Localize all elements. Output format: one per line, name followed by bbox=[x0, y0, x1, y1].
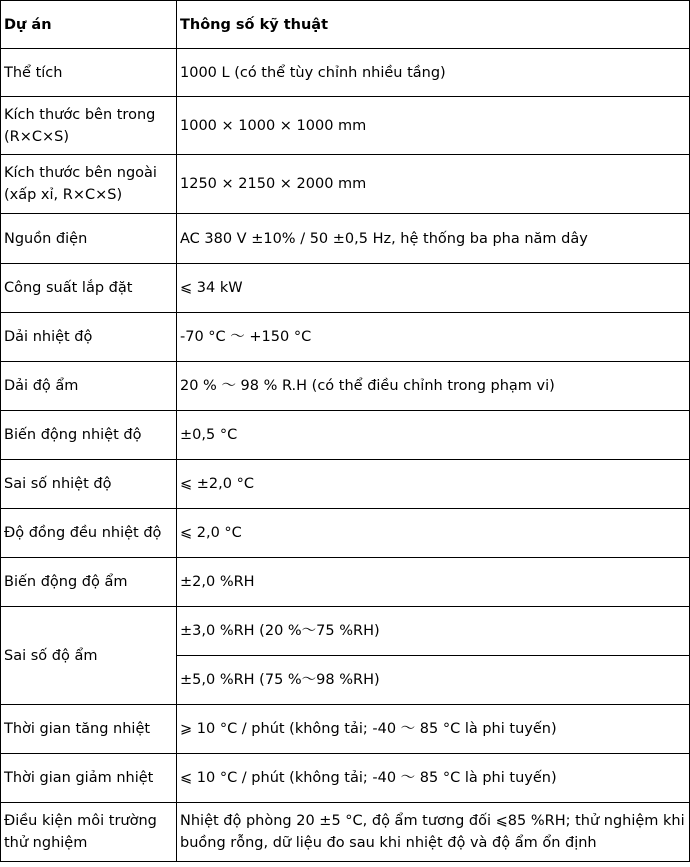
row-value: Nhiệt độ phòng 20 ±5 °C, độ ẩm tương đối ⩽85 %RH; thử nghiệm khi buồng rỗng, dữ liệu đo sau khi nhiệt độ và độ ẩm ổn định bbox=[177, 803, 690, 862]
row-label: Độ đồng đều nhiệt độ bbox=[1, 509, 177, 558]
table-row bbox=[1, 97, 690, 155]
row-value: ⩽ 2,0 °C bbox=[177, 509, 690, 558]
row-value: ⩽ ±2,0 °C bbox=[177, 460, 690, 509]
row-value: ⩽ 34 kW bbox=[177, 264, 690, 313]
table-row bbox=[1, 803, 690, 862]
row-value: ⩽ 10 °C / phút (không tải; -40 ～ 85 °C là phi tuyến) bbox=[177, 754, 690, 803]
row-label: Dải nhiệt độ bbox=[1, 313, 177, 362]
table-row bbox=[1, 362, 690, 411]
table-row bbox=[1, 705, 690, 754]
row-value: 1000 × 1000 × 1000 mm bbox=[177, 97, 690, 155]
row-label: Biến động độ ẩm bbox=[1, 558, 177, 607]
row-label: Thời gian giảm nhiệt bbox=[1, 754, 177, 803]
table-row bbox=[1, 607, 690, 656]
row-value: -70 °C ～ +150 °C bbox=[177, 313, 690, 362]
table-row bbox=[1, 460, 690, 509]
table-row bbox=[1, 264, 690, 313]
header-specification: Thông số kỹ thuật bbox=[177, 1, 690, 49]
row-label: Điều kiện môi trường thử nghiệm bbox=[1, 803, 177, 862]
row-value: AC 380 V ±10% / 50 ±0,5 Hz, hệ thống ba pha năm dây bbox=[177, 214, 690, 264]
row-label: Công suất lắp đặt bbox=[1, 264, 177, 313]
row-label: Kích thước bên ngoài (xấp xỉ, R×C×S) bbox=[1, 155, 177, 214]
row-label: Thể tích bbox=[1, 49, 177, 97]
table-row bbox=[1, 155, 690, 214]
table-row bbox=[1, 214, 690, 264]
row-label: Biến động nhiệt độ bbox=[1, 411, 177, 460]
row-value: 1250 × 2150 × 2000 mm bbox=[177, 155, 690, 214]
table-header-row bbox=[1, 1, 690, 49]
row-label: Sai số nhiệt độ bbox=[1, 460, 177, 509]
table-row bbox=[1, 49, 690, 97]
row-value: ±5,0 %RH (75 %～98 %RH) bbox=[177, 656, 690, 705]
table-row bbox=[1, 754, 690, 803]
row-label: Thời gian tăng nhiệt bbox=[1, 705, 177, 754]
table-row bbox=[1, 313, 690, 362]
row-value: 1000 L (có thể tùy chỉnh nhiều tầng) bbox=[177, 49, 690, 97]
table-row bbox=[1, 558, 690, 607]
row-value: ±2,0 %RH bbox=[177, 558, 690, 607]
row-value: ⩾ 10 °C / phút (không tải; -40 ～ 85 °C là phi tuyến) bbox=[177, 705, 690, 754]
row-value: 20 % ～ 98 % R.H (có thể điều chỉnh trong phạm vi) bbox=[177, 362, 690, 411]
row-label: Sai số độ ẩm bbox=[1, 607, 177, 705]
table-row bbox=[1, 411, 690, 460]
row-value: ±0,5 °C bbox=[177, 411, 690, 460]
row-label: Nguồn điện bbox=[1, 214, 177, 264]
row-label: Dải độ ẩm bbox=[1, 362, 177, 411]
row-label: Kích thước bên trong (R×C×S) bbox=[1, 97, 177, 155]
header-project: Dự án bbox=[1, 1, 177, 49]
row-value: ±3,0 %RH (20 %～75 %RH) bbox=[177, 607, 690, 656]
table-row bbox=[1, 509, 690, 558]
